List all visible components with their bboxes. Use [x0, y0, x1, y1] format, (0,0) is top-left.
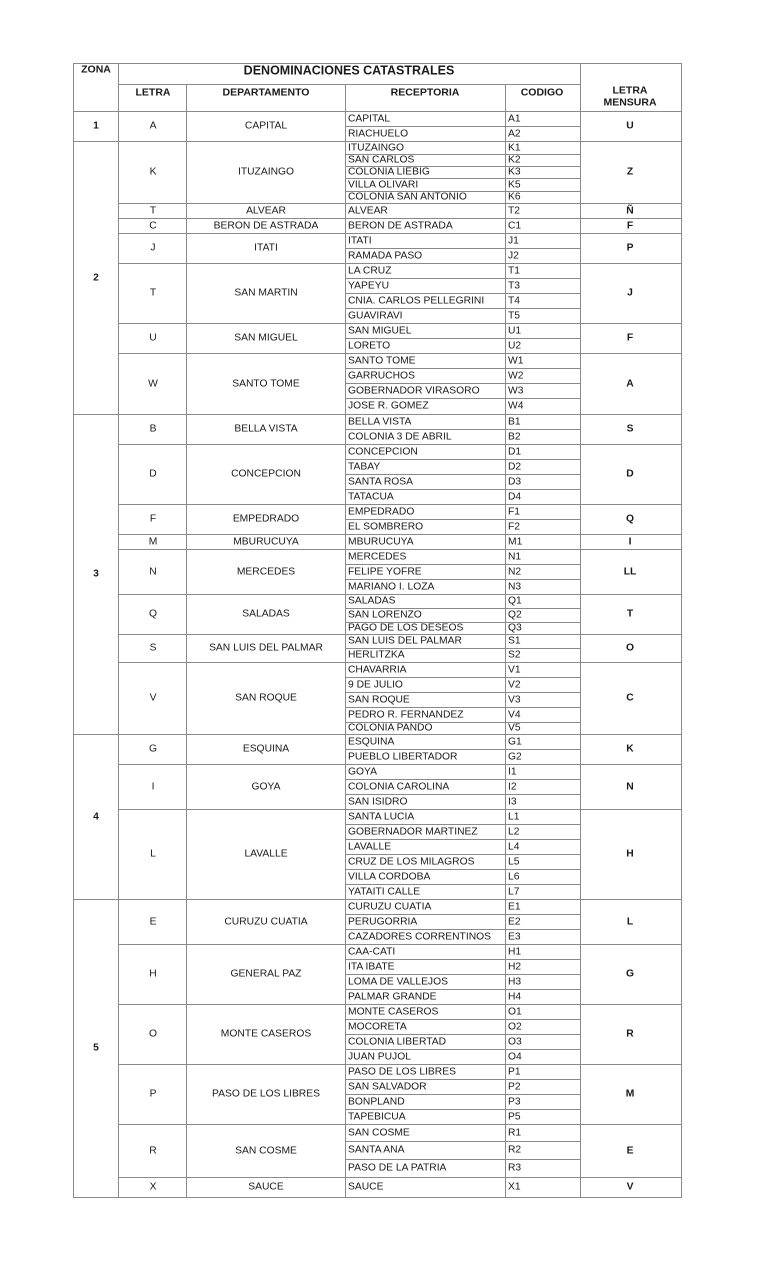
receptoria-name: LOMA DE VALLEJOS	[348, 976, 448, 987]
receptoria-code: B1	[508, 416, 521, 427]
departamento-letra: D	[149, 468, 157, 480]
letra-mensura: K	[626, 743, 634, 755]
receptoria-code: L2	[508, 826, 520, 837]
receptoria-name: COLONIA 3 DE ABRIL	[348, 431, 452, 442]
receptoria-code: D4	[508, 491, 522, 502]
receptoria-name: COLONIA LIEBIG	[348, 166, 430, 178]
receptoria-code: V2	[508, 679, 521, 690]
departamento-letra: K	[149, 166, 157, 178]
receptoria-name: ITATI	[348, 235, 372, 246]
letra-mensura: Ñ	[626, 205, 634, 216]
departamento-letra: V	[149, 692, 157, 704]
receptoria-name: SAN ISIDRO	[348, 796, 408, 807]
departamento-letra: R	[149, 1145, 157, 1156]
zona-number: 5	[93, 1042, 99, 1054]
receptoria-code: V4	[508, 709, 521, 720]
mensura-row-divider	[580, 1177, 681, 1178]
zona-number: 3	[93, 568, 99, 580]
departamento-row-divider	[118, 323, 345, 324]
receptoria-code: V1	[508, 664, 521, 675]
departamento-row-divider	[118, 634, 345, 635]
letra-mensura-header-line2: MENSURA	[603, 96, 657, 109]
receptoria-name: PALMAR GRANDE	[348, 991, 437, 1002]
departamento-name: SANTO TOME	[232, 378, 300, 389]
receptoria-code: P5	[508, 1111, 521, 1122]
departamento-row-divider	[118, 549, 345, 550]
receptoria-code: I2	[508, 781, 517, 792]
zona-row-divider	[73, 899, 118, 900]
letra-mensura: G	[625, 968, 635, 980]
receptoria-name: LA CRUZ	[348, 265, 392, 276]
departamento-letra: W	[148, 378, 158, 389]
receptoria-row-divider	[345, 459, 580, 460]
mensura-row-divider	[580, 944, 681, 945]
departamento-letra: N	[149, 566, 157, 577]
departamento-row-divider	[118, 944, 345, 945]
mensura-row-divider	[580, 1004, 681, 1005]
receptoria-code: F1	[508, 506, 521, 517]
mensura-row-divider	[580, 549, 681, 550]
departamento-row-divider	[118, 734, 345, 735]
receptoria-code: N3	[508, 581, 522, 592]
departamento-row-divider	[118, 141, 345, 142]
departamento-column-divider	[345, 84, 346, 1197]
receptoria-name: CHAVARRIA	[348, 664, 407, 675]
receptoria-name: MARIANO I. LOZA	[348, 581, 435, 592]
receptoria-name: SAN MIGUEL	[348, 325, 412, 336]
receptoria-code: N1	[508, 551, 522, 562]
receptoria-code: L7	[508, 886, 520, 897]
receptoria-code: U2	[508, 340, 522, 351]
letra-mensura: LL	[623, 566, 637, 577]
zona-header: ZONA	[81, 63, 111, 76]
receptoria-row-divider	[345, 1141, 580, 1142]
receptoria-code: R2	[508, 1144, 522, 1156]
receptoria-code: A2	[508, 128, 521, 139]
receptoria-code: W3	[508, 385, 524, 396]
receptoria-name: PUEBLO LIBERTADOR	[348, 751, 458, 762]
departamento-row-divider	[118, 899, 345, 900]
table-border-bottom	[73, 1197, 682, 1198]
letra-mensura: R	[626, 1028, 634, 1040]
receptoria-code: H2	[508, 961, 522, 972]
receptoria-name: SANTA ROSA	[348, 476, 414, 487]
receptoria-name: SAN ROQUE	[348, 694, 410, 705]
mensura-row-divider	[580, 414, 681, 415]
receptoria-name: SAN SALVADOR	[348, 1081, 427, 1092]
zona-number: 1	[93, 120, 99, 132]
receptoria-name: SANTA LUCIA	[348, 811, 415, 822]
receptoria-code: A1	[508, 113, 521, 124]
letra-mensura: M	[625, 1088, 635, 1100]
receptoria-name: MOCORETA	[348, 1021, 407, 1032]
zona-number: 2	[93, 272, 99, 283]
receptoria-name: SAN COSME	[348, 1127, 410, 1138]
receptoria-name: PASO DE LA PATRIA	[348, 1162, 447, 1174]
letra-mensura: E	[626, 1145, 634, 1156]
receptoria-name: LORETO	[348, 340, 391, 351]
departamento-name: SAN MARTIN	[234, 287, 298, 299]
departamento-row-divider	[118, 1064, 345, 1065]
receptoria-code: K2	[508, 154, 521, 166]
receptoria-name: COLONIA CAROLINA	[348, 781, 450, 792]
receptoria-name: SANTA ANA	[348, 1144, 405, 1156]
departamento-name: SAN LUIS DEL PALMAR	[209, 642, 323, 654]
receptoria-code: S2	[508, 649, 521, 661]
receptoria-name: CONCEPCION	[348, 446, 418, 457]
receptoria-code: W2	[508, 370, 524, 381]
receptoria-row-divider	[345, 1177, 580, 1178]
receptoria-code: G1	[508, 736, 522, 747]
receptoria-name: SAUCE	[348, 1181, 384, 1193]
receptoria-name: BONPLAND	[348, 1096, 405, 1107]
departamento-name: CONCEPCION	[231, 468, 301, 480]
zona-number: 4	[93, 811, 99, 822]
departamento-row-divider	[118, 1004, 345, 1005]
departamento-name: ITATI	[254, 242, 278, 254]
receptoria-code: I1	[508, 766, 517, 777]
letra-mensura: U	[626, 120, 634, 132]
codigo-header: CODIGO	[520, 86, 564, 99]
receptoria-code: K5	[508, 179, 521, 190]
receptoria-code: N2	[508, 566, 522, 577]
zona-row-divider	[73, 141, 118, 142]
receptoria-code: O2	[508, 1021, 522, 1032]
receptoria-name: RIACHUELO	[348, 128, 409, 139]
receptoria-name: SALADAS	[348, 595, 396, 607]
receptoria-name: PAGO DE LOS DESEOS	[348, 622, 464, 634]
receptoria-code: W4	[508, 400, 524, 412]
receptoria-code: O3	[508, 1036, 522, 1047]
receptoria-code: O1	[508, 1006, 522, 1017]
receptoria-code: Q2	[508, 609, 522, 621]
receptoria-code: T2	[508, 205, 521, 216]
receptoria-name: JUAN PUJOL	[348, 1051, 411, 1062]
mensura-row-divider	[580, 263, 681, 264]
receptoria-code: H3	[508, 976, 522, 987]
receptoria-code: L1	[508, 811, 520, 822]
receptoria-name: YATAITI CALLE	[348, 886, 421, 897]
departamento-name: ITUZAINGO	[237, 166, 295, 178]
departamento-row-divider	[118, 233, 345, 234]
letra-mensura-header-line1: LETRA	[612, 84, 648, 97]
mensura-row-divider	[580, 444, 681, 445]
receptoria-name: 9 DE JULIO	[348, 679, 403, 690]
letra-mensura: J	[627, 287, 633, 299]
receptoria-name: TABAY	[348, 461, 381, 472]
departamento-letra: S	[149, 642, 157, 654]
receptoria-name: CAZADORES CORRENTINOS	[348, 931, 492, 942]
mensura-row-divider	[580, 734, 681, 735]
receptoria-name: ITUZAINGO	[348, 142, 405, 153]
letra-mensura: T	[626, 608, 634, 620]
table-border-right	[681, 63, 682, 1197]
departamento-row-divider	[118, 809, 345, 810]
receptoria-code: D1	[508, 446, 522, 457]
receptoria-name: CAA-CATI	[348, 946, 396, 957]
receptoria-code: K6	[508, 191, 521, 203]
receptoria-name: COLONIA LIBERTAD	[348, 1036, 447, 1047]
letra-mensura: H	[626, 848, 634, 860]
receptoria-code: T4	[508, 295, 521, 306]
letra-mensura: D	[626, 468, 634, 480]
receptoria-code: E2	[508, 916, 521, 927]
receptoria-code: V3	[508, 694, 521, 705]
receptoria-name: SAN LUIS DEL PALMAR	[348, 635, 462, 647]
receptoria-name: GOBERNADOR VIRASORO	[348, 385, 480, 396]
receptoria-code: I3	[508, 796, 517, 807]
receptoria-name: CRUZ DE LOS MILAGROS	[348, 856, 475, 867]
receptoria-code: V5	[508, 722, 521, 734]
receptoria-name: HERLITZKA	[348, 649, 405, 661]
receptoria-code: F2	[508, 521, 521, 532]
letra-mensura: F	[626, 332, 634, 344]
departamento-name: CURUZU CUATIA	[224, 916, 308, 927]
receptoria-name: ESQUINA	[348, 736, 395, 747]
receptoria-code: O4	[508, 1051, 522, 1062]
departamento-letra: C	[149, 220, 157, 231]
receptoria-name: SAN LORENZO	[348, 609, 422, 621]
departamento-name: GOYA	[251, 781, 281, 792]
mensura-row-divider	[580, 233, 681, 234]
departamento-name: SAN MIGUEL	[234, 332, 298, 344]
receptoria-row-divider	[345, 1159, 580, 1160]
receptoria-name: TAPEBICUA	[348, 1111, 406, 1122]
departamento-name: GENERAL PAZ	[230, 968, 302, 980]
receptoria-code: C1	[508, 220, 522, 231]
receptoria-code: E3	[508, 931, 521, 942]
mensura-row-divider	[580, 504, 681, 505]
letra-mensura: O	[625, 642, 635, 654]
receptoria-name: PERUGORRIA	[348, 916, 418, 927]
departamento-name: SAN ROQUE	[235, 692, 297, 704]
mensura-row-divider	[580, 899, 681, 900]
letra-mensura: C	[626, 692, 634, 704]
departamento-name: BERON DE ASTRADA	[213, 220, 319, 231]
mensura-row-divider	[580, 662, 681, 663]
receptoria-code: H1	[508, 946, 522, 957]
departamento-row-divider	[118, 353, 345, 354]
letra-mensura: A	[626, 378, 634, 389]
receptoria-row-divider	[345, 764, 580, 765]
receptoria-name: LAVALLE	[348, 841, 392, 852]
receptoria-name: MONTE CASEROS	[348, 1006, 439, 1017]
letra-column-divider	[186, 84, 187, 1197]
receptoria-name: ITA IBATE	[348, 961, 395, 972]
receptoria-name: JOSE R. GOMEZ	[348, 400, 429, 412]
letra-mensura: Z	[626, 166, 634, 178]
mensura-row-divider	[580, 1064, 681, 1065]
letra-mensura: P	[626, 242, 634, 254]
receptoria-name: PASO DE LOS LIBRES	[348, 1066, 456, 1077]
departamento-letra: A	[149, 120, 157, 132]
receptoria-name: YAPEYU	[348, 280, 390, 291]
departamento-letra: G	[148, 743, 158, 755]
receptoria-code: L4	[508, 841, 520, 852]
table-border-left	[73, 63, 74, 1197]
receptoria-code: L6	[508, 871, 520, 882]
table-title: DENOMINACIONES CATASTRALES	[243, 63, 455, 78]
receptoria-name: FELIPE YOFRE	[348, 566, 422, 577]
departamento-name: LAVALLE	[244, 848, 288, 860]
receptoria-code: W1	[508, 355, 524, 366]
departamento-name: ESQUINA	[242, 743, 290, 755]
receptoria-code: L5	[508, 856, 520, 867]
receptoria-name: SAN CARLOS	[348, 154, 415, 166]
departamento-name: ALVEAR	[246, 205, 286, 216]
letra-mensura: F	[626, 220, 634, 231]
receptoria-code: G2	[508, 751, 522, 762]
receptoria-code: H4	[508, 991, 522, 1002]
receptoria-name: CNIA. CARLOS PELLEGRINI	[348, 295, 485, 306]
receptoria-code: P1	[508, 1066, 521, 1077]
departamento-row-divider	[118, 1124, 345, 1125]
receptoria-code: R3	[508, 1162, 522, 1174]
letra-mensura: S	[626, 423, 634, 435]
receptoria-code: T1	[508, 265, 521, 276]
letra-mensura: Q	[625, 513, 635, 525]
departamento-letra: T	[149, 287, 157, 299]
receptoria-code: P3	[508, 1096, 521, 1107]
receptoria-code: D3	[508, 476, 522, 487]
letra-mensura: L	[626, 916, 634, 927]
receptoria-name: EMPEDRADO	[348, 506, 415, 517]
letra-mensura: N	[626, 781, 634, 792]
receptoria-code: Q3	[508, 622, 522, 634]
receptoria-row-divider	[345, 233, 580, 234]
receptoria-code: J1	[508, 235, 519, 246]
departamento-row-divider	[118, 263, 345, 264]
mensura-row-divider	[580, 634, 681, 635]
receptoria-name: COLONIA SAN ANTONIO	[348, 191, 467, 203]
departamento-name: SAUCE	[248, 1181, 284, 1193]
receptoria-name: GARRUCHOS	[348, 370, 415, 381]
departamento-letra: X	[149, 1181, 157, 1193]
receptoria-code: S1	[508, 635, 521, 647]
receptoria-name: BERON DE ASTRADA	[348, 220, 453, 231]
letra-mensura: V	[626, 1181, 634, 1193]
receptoria-code: X1	[508, 1181, 521, 1193]
departamento-name: MONTE CASEROS	[220, 1028, 312, 1040]
receptoria-code: J2	[508, 250, 519, 261]
receptoria-code: K3	[508, 166, 521, 178]
letra-mensura: I	[628, 536, 632, 547]
receptoria-name: ALVEAR	[348, 205, 388, 216]
receptoria-code: D2	[508, 461, 522, 472]
departamento-row-divider	[118, 594, 345, 595]
departamento-header: DEPARTAMENTO	[222, 86, 310, 99]
departamento-letra: O	[148, 1028, 158, 1040]
departamento-letra: Q	[148, 608, 158, 620]
departamento-letra: P	[149, 1088, 157, 1100]
receptoria-code: M1	[508, 536, 523, 547]
zona-row-divider	[73, 734, 118, 735]
receptoria-header: RECEPTORIA	[390, 86, 460, 99]
departamento-row-divider	[118, 764, 345, 765]
departamento-letra: F	[149, 513, 157, 525]
mensura-row-divider	[580, 353, 681, 354]
table-border-top	[73, 63, 682, 64]
receptoria-name: EL SOMBRERO	[348, 521, 424, 532]
receptoria-name: CAPITAL	[348, 113, 391, 124]
receptoria-code: U1	[508, 325, 522, 336]
departamento-name: EMPEDRADO	[232, 513, 300, 525]
zona-row-divider	[73, 414, 118, 415]
departamento-row-divider	[118, 444, 345, 445]
receptoria-code: T3	[508, 280, 521, 291]
receptoria-name: BELLA VISTA	[348, 416, 412, 427]
departamento-letra: E	[149, 916, 157, 927]
mensura-row-divider	[580, 809, 681, 810]
departamento-letra: T	[149, 205, 157, 216]
receptoria-name: RAMADA PASO	[348, 250, 423, 261]
receptoria-name: COLONIA PANDO	[348, 722, 433, 734]
departamento-name: PASO DE LOS LIBRES	[212, 1088, 320, 1100]
receptoria-name: MBURUCUYA	[348, 536, 414, 547]
receptoria-code: Q1	[508, 595, 522, 607]
departamento-letra: B	[149, 423, 157, 435]
receptoria-name: SANTO TOME	[348, 355, 416, 366]
departamento-name: MERCEDES	[236, 566, 296, 577]
departamento-letra: I	[151, 781, 155, 792]
receptoria-name: GOYA	[348, 766, 377, 777]
receptoria-name: VILLA CORDOBA	[348, 871, 431, 882]
departamento-letra: L	[150, 848, 156, 860]
receptoria-name: CURUZU CUATIA	[348, 901, 432, 912]
receptoria-name: GUAVIRAVI	[348, 310, 403, 321]
receptoria-name: MERCEDES	[348, 551, 407, 562]
receptoria-code: R1	[508, 1127, 522, 1138]
receptoria-name: TATACUA	[348, 491, 394, 502]
receptoria-row-divider	[345, 1124, 580, 1125]
receptoria-name: GOBERNADOR MARTINEZ	[348, 826, 478, 837]
departamento-row-divider	[118, 1177, 345, 1178]
departamento-name: SALADAS	[242, 608, 290, 620]
receptoria-name: PEDRO R. FERNANDEZ	[348, 709, 464, 720]
receptoria-code: E1	[508, 901, 521, 912]
receptoria-name: VILLA OLIVARI	[348, 179, 419, 190]
departamento-name: MBURUCUYA	[233, 536, 299, 547]
receptoria-code: P2	[508, 1081, 521, 1092]
departamento-letra: H	[149, 968, 157, 980]
mensura-row-divider	[580, 141, 681, 142]
departamento-row-divider	[118, 662, 345, 663]
departamento-name: SAN COSME	[235, 1145, 297, 1156]
departamento-name: CAPITAL	[244, 120, 288, 132]
receptoria-code: K1	[508, 142, 521, 153]
subheader-divider	[118, 84, 580, 85]
departamento-letra: U	[149, 332, 157, 344]
departamento-letra: J	[150, 242, 156, 254]
mensura-row-divider	[580, 764, 681, 765]
departamento-row-divider	[118, 414, 345, 415]
receptoria-code: B2	[508, 431, 521, 442]
letra-header: LETRA	[135, 86, 171, 99]
mensura-row-divider	[580, 1124, 681, 1125]
departamento-name: BELLA VISTA	[234, 423, 298, 435]
mensura-row-divider	[580, 594, 681, 595]
mensura-row-divider	[580, 323, 681, 324]
departamento-row-divider	[118, 504, 345, 505]
receptoria-column-divider	[505, 84, 506, 1197]
receptoria-code: T5	[508, 310, 521, 321]
departamento-letra: M	[148, 536, 158, 547]
